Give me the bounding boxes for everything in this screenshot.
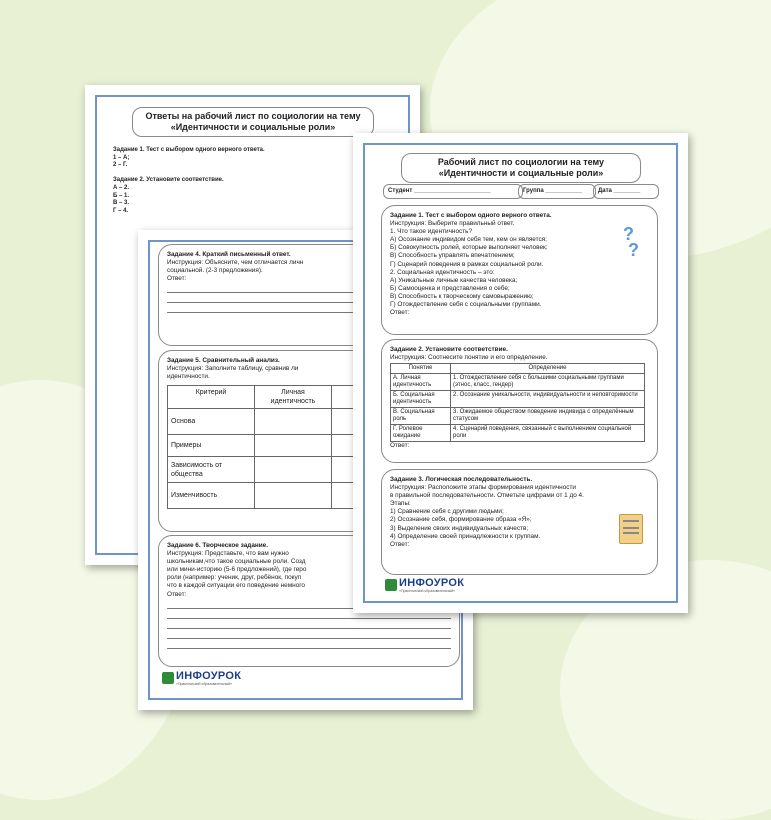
list-item: 2) Осознание себя, формирование образа «Я»;	[390, 516, 532, 524]
list-item: 1) Сравнение себя с другими людьми;	[390, 508, 504, 516]
table-cell: 3. Ожидаемое обществом поведение индивида с определённым статусом	[451, 408, 645, 425]
answer-label: Ответ:	[390, 442, 410, 450]
worksheet-title: Рабочий лист по социологии на тему «Идентичности и социальные роли»	[401, 153, 641, 183]
task3-box	[381, 469, 658, 575]
clipboard-icon	[619, 514, 643, 544]
table-cell: Б. Социальная идентичность	[391, 391, 451, 408]
table-header: Личная идентичность	[255, 386, 332, 409]
table-row: Основа	[168, 409, 255, 435]
task3-title: Задание 3. Логическая последовательность.	[390, 476, 533, 483]
task1-box	[381, 205, 658, 335]
answer-label: Ответ:	[167, 590, 187, 598]
answer-label: Ответ:	[390, 309, 410, 317]
task6-title: Задание 6. Творческое задание.	[167, 542, 269, 549]
matching-table	[390, 363, 645, 442]
task2-instruction: Инструкция: Соотнесите понятие и его определение.	[390, 354, 548, 362]
task1-title: Задание 1. Тест с выбором одного верного ответа.	[390, 212, 552, 219]
task4-instruction: Инструкция: Объясните, чем отличается личн социальной. (2-3 предложения).	[167, 259, 304, 275]
task2-title: Задание 2. Установите соответствие.	[390, 346, 508, 353]
logo-mark-icon	[162, 672, 174, 684]
answers-title: Ответы на рабочий лист по социологии на тему «Идентичности и социальные роли»	[132, 107, 374, 137]
table-cell: 1. Отождествление себя с большими социальными группами (этнос, класс, гендер)	[451, 374, 645, 391]
table-cell: В. Социальная роль	[391, 408, 451, 425]
table-cell: Г. Ролевое ожидание	[391, 425, 451, 442]
main-worksheet	[353, 133, 688, 613]
table-cell: 2. Осознание уникальности, индивидуальности и неповторимости	[451, 391, 645, 408]
answer-label: Ответ:	[167, 275, 187, 283]
task4-title: Задание 4. Краткий письменный ответ.	[167, 251, 291, 258]
table-header: Понятие	[391, 364, 451, 374]
task2-box	[381, 339, 658, 463]
group-field[interactable]: Группа ___________	[518, 184, 596, 199]
task5-title: Задание 5. Сравнительный анализ.	[167, 357, 280, 364]
task6-instruction: Инструкция: Представьте, что вам нужно школьникам,что такое социальные роли. Созд или мини-историю (5-6 предложений), где геро роли (например: ученик, друг, ребёнок, покуп что в каждой ситуации его поведение немного	[167, 550, 307, 590]
logo-mark-icon	[385, 579, 397, 591]
table-cell: 4. Сценарий поведения, связанный с выполнением социальной роли	[451, 425, 645, 442]
task5-instruction: Инструкция: Заполните таблицу, сравнив ли идентичности.	[167, 365, 299, 381]
task3-instruction: Инструкция: Расположите этапы формирования идентичности в правильной последовательности. Отметьте цифрами от 1 до 4. Этапы:	[390, 484, 584, 508]
list-item: 4) Определение своей принадлежности к группам.	[390, 532, 541, 540]
question-marks-icon: ? ?	[623, 224, 639, 260]
table-header: Определение	[451, 364, 645, 374]
infourok-logo: ИНФОУРОК «Практический образовательный»	[162, 670, 241, 686]
answers-body: Задание 1. Тест с выбором одного верного ответа. 1 – А; 2 – Г. Задание 2. Установите соответствие. А – 2. Б – 1. В – 3. Г – 4.	[113, 147, 265, 214]
student-field[interactable]: Студент _______________________	[383, 184, 523, 199]
task1-text: Инструкция: Выберите правильный ответ. 1. Что такое идентичность? А) Осознание индивидом себя тем, кем он является; Б) Совокупность ролей, которые выполняет человек; В) Способность управлять впечатлением; Г) Сценарий поведения в рамках социальной роли. 2. Социальная идентичность – это: А) Уникальные личные качества человека; Б) Самооценка и представления о себе; В) Способность к творческому самовыражению; Г) Отождествление себя с социальными группами.	[390, 220, 548, 309]
infourok-logo: ИНФОУРОК «Практический образовательный»	[385, 577, 464, 593]
table-cell: А. Личная идентичность	[391, 374, 451, 391]
list-item: 3) Выделение своих индивидуальных качеств;	[390, 524, 529, 532]
answer-label: Ответ:	[390, 540, 410, 548]
table-row: Примеры	[168, 435, 255, 457]
date-field[interactable]: Дата ________	[593, 184, 659, 199]
table-row: Изменчивость	[168, 483, 255, 509]
table-row: Зависимость от общества	[168, 457, 255, 483]
table-header: Критерий	[168, 386, 255, 409]
